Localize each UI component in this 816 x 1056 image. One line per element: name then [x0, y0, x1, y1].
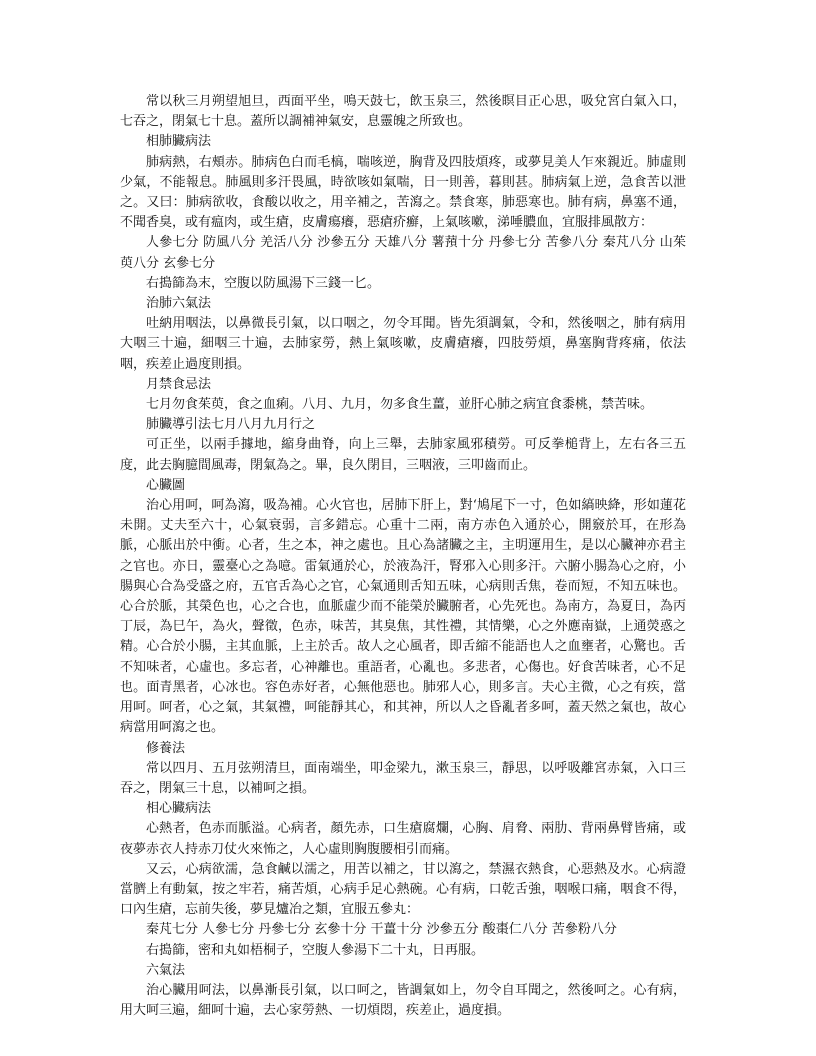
section-heading: 六氣法: [146, 962, 186, 978]
body-paragraph: 吐納用咽法，以鼻微長引氣，以口咽之，勿令耳聞。皆先須調氣，令和，然後咽之，肺有病用大咽三十遍，細咽三十遍，去肺家勞，熱上氣咳嗽，皮膚瘡癢，四肢勞煩，鼻塞胸背疼痛，依法咽，疾差止過度則損。: [120, 316, 686, 372]
body-paragraph: 右搗篩為末，空腹以防風湯下三錢一匕。: [146, 275, 381, 291]
section-heading: 心臟圖: [146, 477, 186, 493]
body-paragraph: 七月勿食茱萸，食之血痢。八月、九月，勿多食生薑，並肝心肺之病宜食黍桃，禁苦味。: [146, 397, 654, 413]
body-paragraph: 常以秋三月朔望旭旦，西面平坐，鳴天鼓七，飲玉泉三，然後瞑目正心思，吸兌宮白氣入口，七吞之，閉氣七十息。蓋所以調補神氣安，息靈魄之所致也。: [120, 94, 686, 130]
body-paragraph: 治心用呵，呵為瀉，吸為補。心火官也，居肺下肝上，對‘鳩尾下一寸，色如縞映絳，形如蓮花未開。丈夫至六十，心氣衰弱，言多錯忘。心重十二兩，南方赤色入通於心，開竅於耳，在形為脈，心脈出於中衝。心者，生之本，神之處也。且心為諸臟之主，主明運用生，是以心臟神亦君主之官也。亦日，靈臺心之為噫。雷氣通於心，於液為汗，腎邪入心則多汗。六腑小腸為心之府，小腸與心合為受盛之府，五官舌為心之官，心氣通則舌知五味，心病則舌焦，卷而短，不知五味也。心合於脈，其榮色也，心之合也，血脈虛少而不能榮於臟腑者，心先死也。為南方，為夏日，為丙丁辰，為巳午，為火，聲徵，色赤，味苦，其臭焦，其性禮，其情樂，心之外應南嶽，上通熒惑之精。心合於小腸，主其血脈，上主於舌。故人之心風者，即舌縮不能語也人之血壅者，心驚也。舌不知味者，心虛也。多忘者，心神離也。重語者，心亂也。多悲者，心傷也。好食苦味者，心不足也。面青黑者，心冰也。容色赤好者，心無他惡也。肺邪人心，則多言。夫心主微，心之有疾，當用呵。呵者，心之氣，其氣禮，呵能靜其心，和其神，所以人之昏亂者多呵，蓋天然之氣也，故心病當用呵瀉之也。: [120, 498, 686, 736]
body-paragraph: 常以四月、五月弦朔清旦，面南端坐，叩金梁九，漱玉泉三，靜思，以呼吸離宮赤氣，入口三吞之，閉氣三十息，以補呵之損。: [120, 760, 686, 796]
body-paragraph: 人參七分 防風八分 羌活八分 沙參五分 天雄八分 薯蕷十分 丹參七分 苦參八分 秦芃八分 山茱萸八分 玄參七分: [120, 235, 686, 271]
section-heading: 月禁食忌法: [146, 376, 212, 392]
body-paragraph: 可正坐，以兩手據地，縮身曲脊，向上三舉，去肺家風邪積勞。可反拳槌背上，左右各三五度，此去胸臆間風毒，閉氣為之。畢，良久閉目，三咽液，三叩齒而止。: [120, 437, 686, 473]
section-heading: 治肺六氣法: [146, 296, 212, 312]
section-heading: 相肺臟病法: [146, 134, 212, 150]
section-heading: 修養法: [146, 740, 186, 756]
body-paragraph: 又云，心病欲濡，急食鹹以濡之，用苦以補之，甘以瀉之，禁濕衣熱食，心惡熱及水。心病證當臍上有動氣，按之牢若，痛苦煩，心病手足心熱碗。心有病，口乾舌強，咽喉口痛，咽食不得，口內生瘡，忘前失後，夢見爐冶之類，宜服五參丸：: [120, 861, 686, 918]
section-heading: 肺臟導引法七月八月九月行之: [146, 417, 316, 433]
section-heading: 相心臟病法: [146, 801, 212, 817]
body-paragraph: 心熱者，色赤而脈溢。心病者，顏先赤，口生瘡腐爛，心胸、肩脅、兩肋、背兩鼻臂皆痛，或夜夢赤衣人持赤刀仗火來怖之，人心虛則胸腹腰相引而痛。: [120, 821, 686, 857]
body-paragraph: 肺病熱，右頰赤。肺病色白而毛槁，喘咳逆，胸背及四肢煩疼，或夢見美人乍來親近。肺虛則少氣，不能報息。肺風則多汗畏風，時欲咳如氣喘，日一則善，暮則甚。肺病氣上逆，急食苦以泄之。又曰：肺病欲收，食酸以收之，用辛補之，苦瀉之。禁食寒，肺惡寒也。肺有病，鼻塞不通，不聞香臭，或有瘟肉，或生瘡，皮膚瘍癢，惡瘡疥癬，上氣咳嗽，涕唾膿血，宜服排風散方：: [120, 154, 686, 231]
body-paragraph: 秦芃七分 人參七分 丹參七分 玄參十分 干薑十分 沙參五分 酸棗仁八分 苦參粉八分: [146, 922, 617, 938]
body-paragraph: 右搗篩，密和丸如梧桐子，空腹人參湯下二十丸，日再服。: [146, 942, 485, 958]
body-paragraph: 治心臟用呵法，以鼻漸長引氣，以口呵之，皆調氣如上，勿令自耳聞之，然後呵之。心有病，用大呵三遍，細呵十遍，去心家勞熱、一切煩悶，疾差止，過度損。: [120, 982, 686, 1019]
